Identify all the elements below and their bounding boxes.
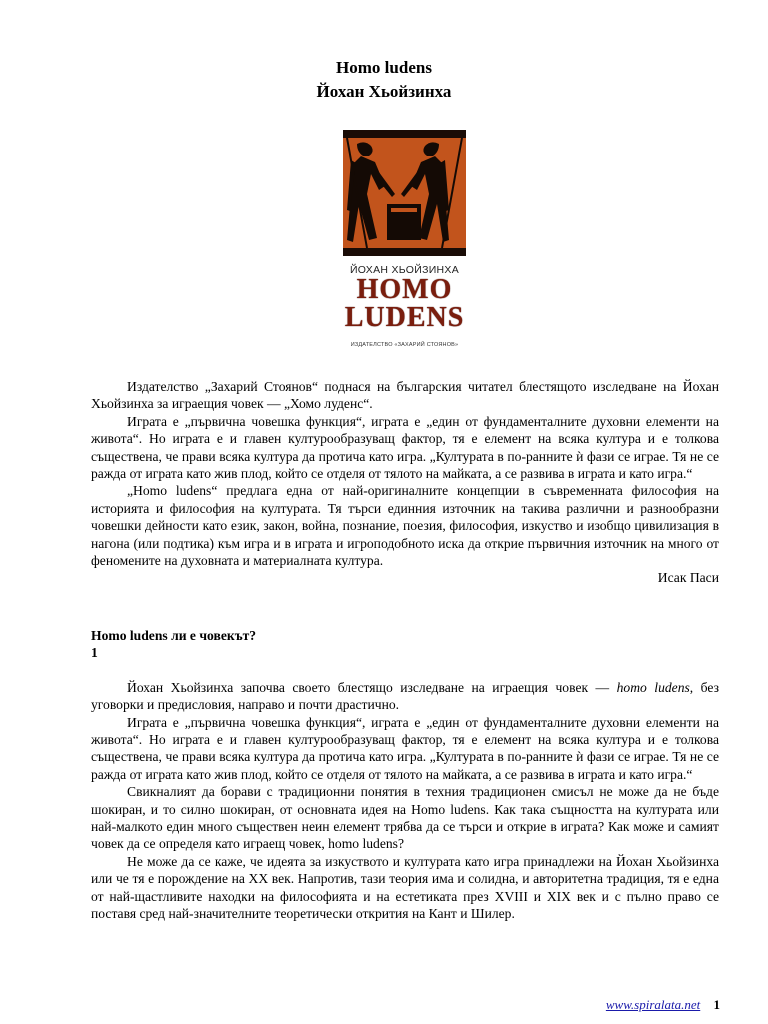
section-paragraph-3: Свикналият да борави с традиционни понятия в техния традиционен смисъл не може да не бъде шокиран, и то силно шокиран, от основната идея на Homo ludens. Как така същността на културата или най-малкото един много съществен неин елемент трябва да се търси и открие в играта? Как може и самият човек да се определя като играещ човек, homo ludens? — [91, 784, 719, 852]
spacer — [91, 662, 719, 679]
page-footer — [606, 997, 720, 1013]
intro-paragraph-2: Играта е „първична човешка функция“, играта е „един от фундаменталните духовни елементи на живота“. Но играта е и главен културообразуващ фактор, тя е елемент на всяка култура и е толкова съществена, че прави всяка култура да протича като игра. „Културата в по-ранните ѝ фази се играе. Тя не се ражда от играта като жив плод, който се отделя от тялото на майката, а се развива в играта и като игра.“ — [91, 413, 719, 482]
book-cover-image — [341, 130, 468, 352]
section-heading: Homo ludens ли е човекът? — [91, 628, 257, 643]
section-paragraph-4: Не може да се каже, че идеята за изкуството и културата като игра принадлежи на Йохан Хьойзинха или че тя е порождение на XX век. Напротив, тази теория има и солидна, и авторитетна традиция, тя е една от най-щастливите находки на философията и на естетиката през XVIII и XIX век и с пълно право се поставя сред най-значителните теоретически открития на Кант и Шилер. — [91, 853, 719, 922]
website-link[interactable]: www.spiralata.net — [605, 997, 701, 1012]
cover-title — [341, 276, 468, 332]
cover-title-line2: LUDENS — [344, 302, 465, 333]
page-number: 1 — [713, 997, 720, 1012]
section-paragraph-1: Йохан Хьойзинха започва своето блестящо изследване на играещия човек — homo ludens, без уговорки и предисловия, направо и почти драстично. — [91, 679, 719, 713]
cover-publisher: ИЗДАТЕЛСТВО «ЗАХАРИЙ СТОЯНОВ» — [350, 342, 459, 348]
cover-author: ЙОХАН ХЬОЙЗИНХА — [349, 264, 460, 276]
title-block — [0, 56, 768, 104]
intro-paragraph-3: „Homo ludens“ предлага една от най-оригиналните концепции в съвременната философия на историята и философия на културата. Тя търси единния източник на такива различни и разнообразни човешки дейности като език, закон, война, познание, поезия, философия, изкуство и изобщо цивилизация в нагона (или подтика) към игра и в играта и игроподобното иска да открие първичния източник на много от феномените на духовната и материалната култура. — [91, 483, 719, 569]
section-number: 1 — [91, 645, 98, 661]
cover-title-line1: HOMO — [356, 274, 453, 305]
document-author: Йохан Хьойзинха — [316, 82, 452, 101]
section-block — [91, 627, 719, 923]
italic-term: homo ludens — [616, 679, 690, 695]
document-title: Homo ludens — [336, 58, 432, 77]
intro-block — [91, 378, 719, 587]
section-paragraph-2: Играта е „първична човешка функция“, играта е „един от фундаменталните духовни елементи на живота“. Но играта е и главен културообразуващ фактор, тя е елемент на всяка култура и е толкова съществена, че прави всяка култура да протича като игра. „Културата в по-ранните ѝ фази се играе. Тя не се ражда от играта като жив плод, който се отделя от тялото на майката, а се развива в играта и като игра.“ — [91, 714, 719, 782]
intro-signature: Исак Паси — [657, 570, 719, 586]
intro-paragraph-1: Издателство „Захарий Стоянов“ поднася на българския читател блестящото изследване на Йохан Хьойзинха за играещия човек — „Хомо луденс“. — [91, 379, 719, 412]
cover-artwork — [343, 130, 466, 256]
